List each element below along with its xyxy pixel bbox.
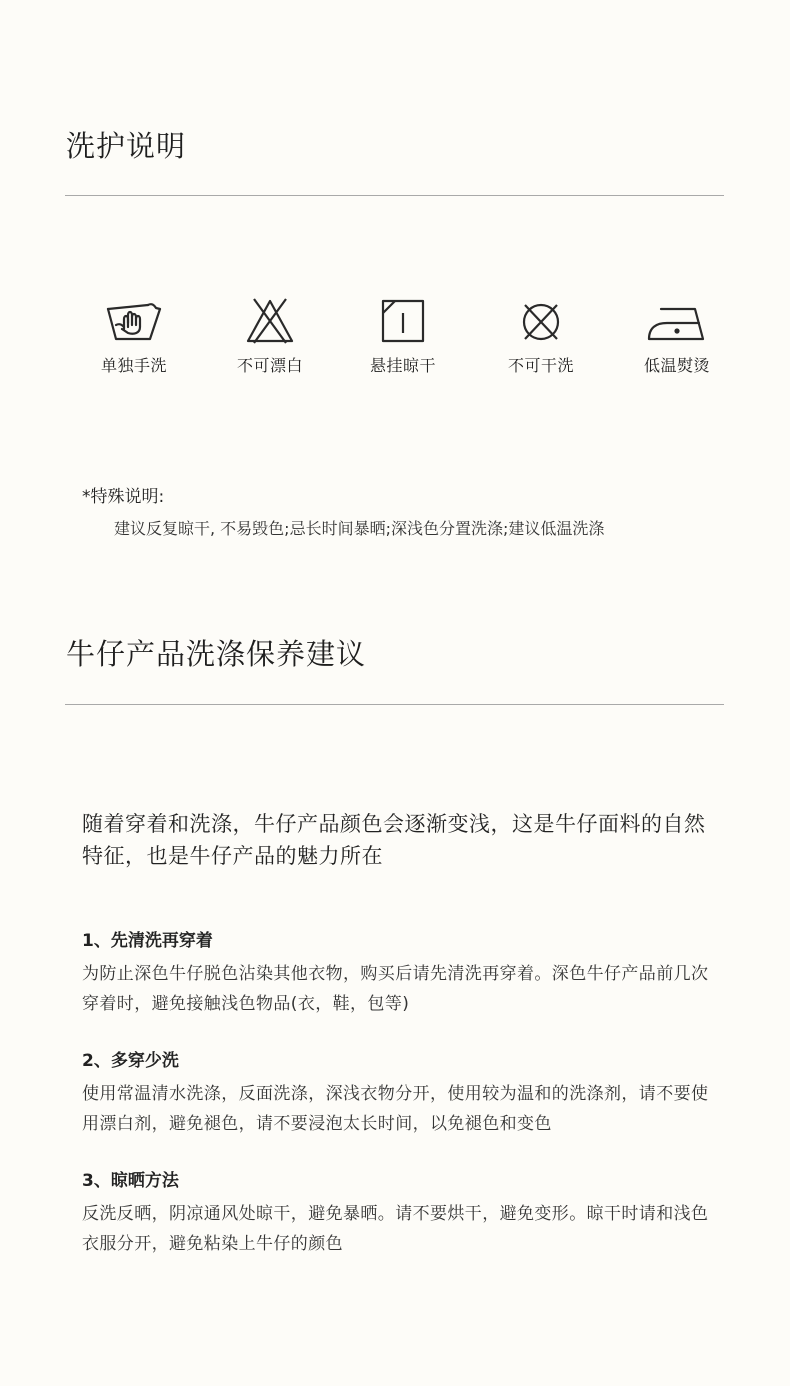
hang-dry-icon xyxy=(373,295,433,347)
special-notes-title: *特殊说明: xyxy=(82,487,165,507)
hand-wash-label: 单独手洗 xyxy=(100,356,167,375)
tip-title: 2、多穿少洗 xyxy=(82,1051,179,1071)
care-item-no-bleach xyxy=(215,295,325,376)
care-icons-row xyxy=(60,295,750,385)
care-section-title: 洗护说明 xyxy=(66,129,187,163)
special-notes-text: 建议反复晾干, 不易毁色;忌长时间暴晒;深浅色分置洗涤;建议低温洗涤 xyxy=(114,519,605,538)
no-bleach-label: 不可漂白 xyxy=(236,356,303,375)
denim-title-divider xyxy=(65,704,724,705)
tip-title: 1、先清洗再穿着 xyxy=(82,931,213,951)
denim-section-title: 牛仔产品洗涤保养建议 xyxy=(66,637,367,671)
tip-title: 3、晾晒方法 xyxy=(82,1171,179,1191)
no-dry-clean-icon xyxy=(511,295,571,347)
tip-text: 反洗反晒，阴凉通风处晾干，避免暴晒。请不要烘干，避免变形。晾干时请和浅色衣服分开，避免粘染上牛仔的颜色 xyxy=(82,1204,709,1254)
care-item-hang-dry xyxy=(348,295,458,376)
care-item-no-dry-clean xyxy=(486,295,596,376)
tip-text: 为防止深色牛仔脱色沾染其他衣物，购买后请先清洗再穿着。深色牛仔产品前几次穿着时，避免接触浅色物品(衣，鞋，包等) xyxy=(82,964,709,1014)
low-temp-iron-icon xyxy=(647,295,707,347)
tip-item xyxy=(82,1049,722,1139)
tip-text: 使用常温清水洗涤，反面洗涤，深浅衣物分开，使用较为温和的洗涤剂，请不要使用漂白剂，避免褪色，请不要浸泡太长时间，以免褪色和变色 xyxy=(82,1084,709,1134)
low-temp-iron-label: 低温熨烫 xyxy=(643,356,710,375)
tip-item xyxy=(82,1169,722,1259)
no-bleach-icon xyxy=(240,295,300,347)
care-item-low-temp-iron xyxy=(622,295,732,376)
tip-item xyxy=(82,929,722,1019)
care-item-hand-wash xyxy=(79,295,189,376)
hang-dry-label: 悬挂晾干 xyxy=(369,356,436,375)
hand-wash-icon xyxy=(104,295,164,347)
no-dry-clean-label: 不可干洗 xyxy=(507,356,574,375)
denim-intro-text: 随着穿着和洗涤，牛仔产品颜色会逐渐变浅，这是牛仔面料的自然特征，也是牛仔产品的魅力所在 xyxy=(82,812,706,868)
care-title-divider xyxy=(65,195,724,196)
